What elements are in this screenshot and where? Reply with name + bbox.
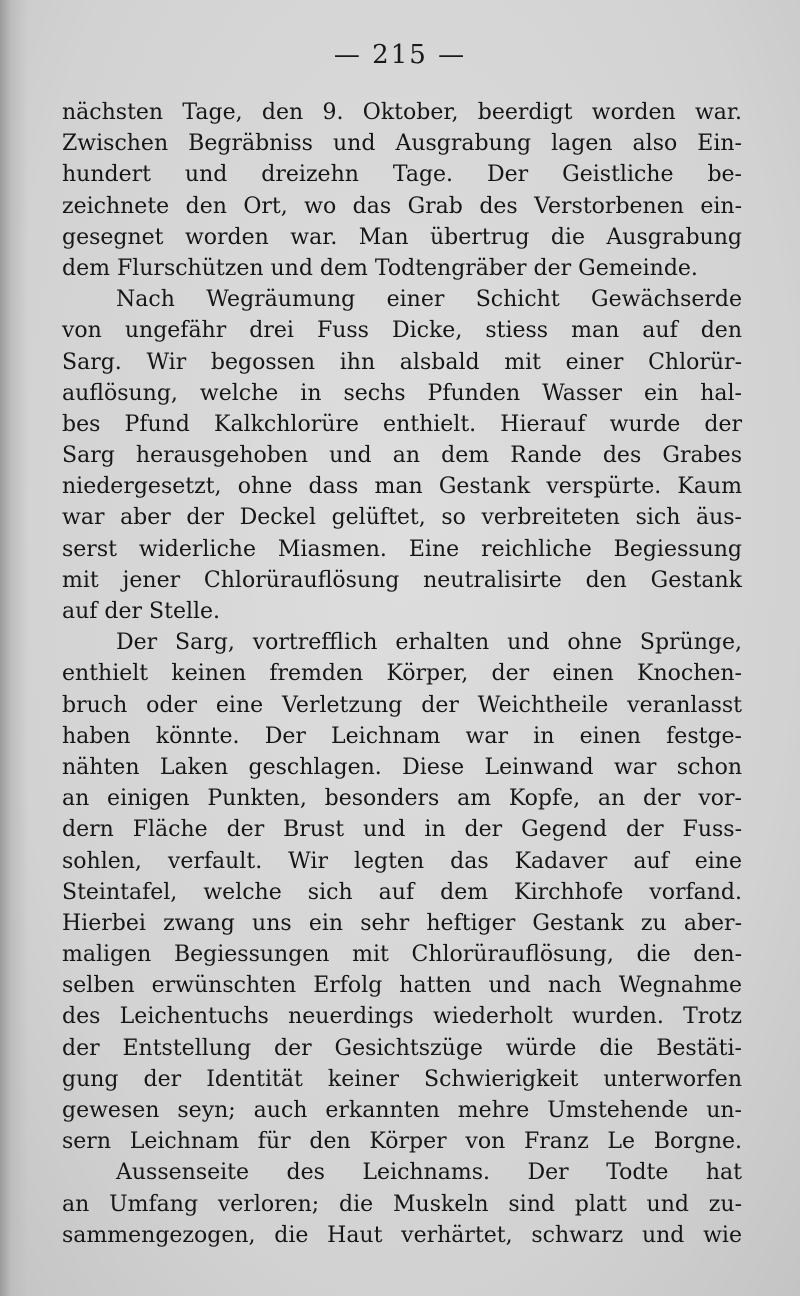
text-line: sammengezogen, die Haut verhärtet, schwarz und wie [62, 1222, 742, 1248]
text-line: Der Sarg, vortrefflich erhalten und ohne Sprünge, [116, 630, 742, 656]
text-line: sohlen, verfault. Wir legten das Kadaver auf eine [62, 848, 742, 874]
text-line: an Umfang verloren; die Muskeln sind platt und zu- [62, 1191, 742, 1217]
section-heading-line: Aussenseite des Leichnams. Der Todte hat [116, 1160, 742, 1186]
text-line: gewesen seyn; auch erkannten mehre Umstehende un- [62, 1098, 742, 1123]
text-line: hundert und dreizehn Tage. Der Geistliche be- [62, 162, 742, 188]
text-line: des Leichentuchs neuerdings wiederholt wurden. Trotz [62, 1004, 742, 1030]
text-line: Hierbei zwang uns ein sehr heftiger Gestank zu aber- [62, 910, 742, 936]
text-line: bes Pfund Kalkchlorüre enthielt. Hierauf wurde der [62, 411, 742, 437]
text-line: der Entstellung der Gesichtszüge würde die Bestäti- [62, 1035, 742, 1061]
text-line: von ungefähr drei Fuss Dicke, stiess man auf den [62, 318, 742, 344]
text-line: war aber der Deckel gelüftet, so verbreiteten sich äus- [62, 505, 742, 531]
text-line: nähten Laken geschlagen. Diese Leinwand war schon [62, 754, 742, 780]
text-line: niedergesetzt, ohne dass man Gestank verspürte. Kaum [62, 474, 742, 500]
page-gutter-shadow [0, 0, 28, 1296]
body-text [62, 97, 742, 1251]
text-line: dem Flurschützen und dem Todtengräber der Gemeinde. [62, 255, 698, 281]
text-line: auflösung, welche in sechs Pfunden Wasser ein hal- [62, 380, 742, 406]
text-line: Sarg. Wir begossen ihn alsbald mit einer Chlorür- [62, 349, 742, 375]
text-line: Zwischen Begräbniss und Ausgrabung lagen also Ein- [62, 131, 742, 157]
text-line: sern Leichnam für den Körper von Franz Le Borgne. [62, 1129, 742, 1155]
text-line: maligen Begiessungen mit Chlorürauflösung, die den- [62, 942, 742, 968]
text-line: mit jener Chlorürauflösung neutralisirte den Gestank [62, 567, 742, 593]
text-line: zeichnete den Ort, wo das Grab des Verstorbenen ein- [62, 193, 742, 219]
text-line: an einigen Punkten, besonders am Kopfe, an der vor- [62, 786, 742, 812]
text-line: gesegnet worden war. Man übertrug die Ausgrabung [62, 224, 742, 250]
text-line: Nach Wegräumung einer Schicht Gewächserde [116, 287, 742, 313]
page-number: — 215 — [333, 40, 467, 70]
text-line: selben erwünschten Erfolg hatten und nach Wegnahme [62, 973, 742, 999]
text-line: Sarg herausgehoben und an dem Rande des Grabes [62, 443, 742, 469]
text-line: bruch oder eine Verletzung der Weichtheile veranlasst [62, 692, 742, 718]
text-line: Steintafel, welche sich auf dem Kirchhofe vorfand. [62, 879, 742, 905]
text-line: dern Fläche der Brust und in der Gegend der Fuss- [62, 817, 742, 843]
text-line: serst widerliche Miasmen. Eine reichliche Begiessung [62, 536, 742, 562]
text-line: auf der Stelle. [62, 599, 221, 624]
text-line: haben könnte. Der Leichnam war in einen festge- [62, 723, 742, 749]
text-line: nächsten Tage, den 9. Oktober, beerdigt worden war. [62, 100, 742, 125]
text-line: gung der Identität keiner Schwierigkeit unterworfen [62, 1066, 742, 1092]
text-line: enthielt keinen fremden Körper, der einen Knochen- [62, 661, 742, 687]
